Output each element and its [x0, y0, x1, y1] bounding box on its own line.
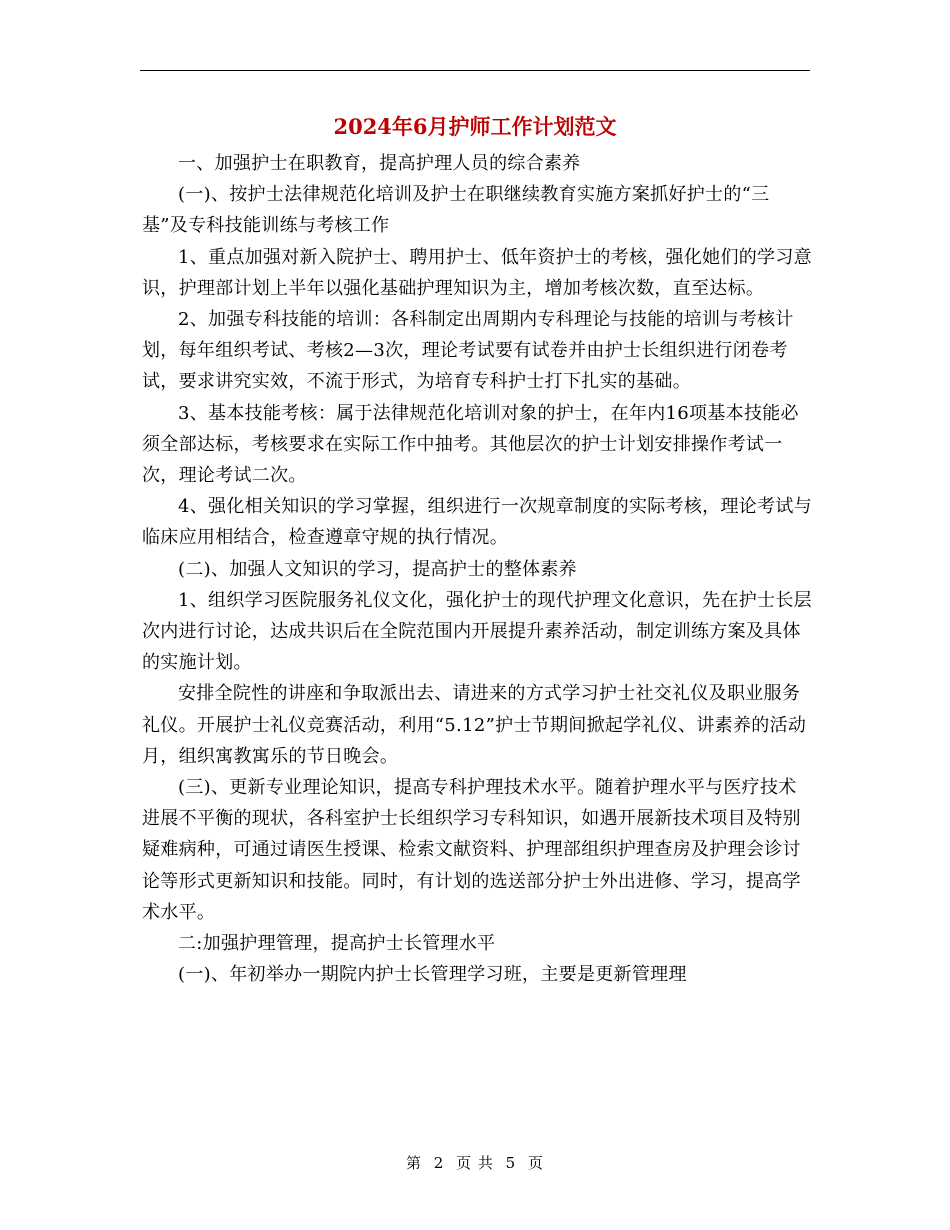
footer-total-pages: 5: [505, 1154, 517, 1172]
footer-suffix: 页: [528, 1154, 545, 1172]
paragraph-subsection-2-item-1: 1、组织学习医院服务礼仪文化，强化护士的现代护理文化意识，先在护士长层次内进行讨论，达成共识后在全院范围内开展提升素养活动，制定训练方案及具体的实施计划。: [142, 589, 812, 674]
paragraph-item-4: 4、强化相关知识的学习掌握，组织进行一次规章制度的实际考核，理论考试与临床应用相结合，检查遵章守规的执行情况。: [142, 496, 812, 549]
footer-prefix: 第: [405, 1154, 422, 1172]
paragraph-etiquette: 安排全院性的讲座和争取派出去、请进来的方式学习护士社交礼仪及职业服务礼仪。开展护士礼仪竞赛活动，利用“5.12”护士节期间掀起学礼仪、讲素养的活动月，组织寓教寓乐的节日晚会。: [142, 683, 807, 767]
footer-middle: 页 共: [456, 1154, 494, 1172]
header-rule: [140, 70, 810, 71]
paragraph-section-2-item-1: (一)、年初举办一期院内护士长管理学习班，主要是更新管理理: [178, 964, 687, 986]
paragraph-item-3: 3、基本技能考核：属于法律规范化培训对象的护士，在年内16项基本技能必须全部达标，考核要求在实际工作中抽考。其他层次的护士计划安排操作考试一次，理论考试二次。: [142, 402, 799, 487]
footer-current-page: 2: [433, 1154, 445, 1172]
paragraph-item-1: 1、重点加强对新入院护士、聘用护士、低年资护士的考核，强化她们的学习意识，护理部计划上半年以强化基础护理知识为主，增加考核次数，直至达标。: [142, 246, 812, 299]
paragraph-section-2-heading: 二:加强护理管理，提高护士长管理水平: [178, 933, 496, 955]
document-body: [142, 148, 814, 990]
paragraph-item-2: 2、加强专科技能的培训：各科制定出周期内专科理论与技能的培训与考核计划，每年组织考试、考核2—3次，理论考试要有试卷并由护士长组织进行闭卷考试，要求讲究实效，不流于形式，为培育专科护士打下扎实的基础。: [142, 309, 794, 393]
document-title: 2024年6月护师工作计划范文: [333, 114, 617, 139]
paragraph-subsection-3: (三)、更新专业理论知识，提高专科护理技术水平。随着护理水平与医疗技术进展不平衡的现状，各科室护士长组织学习专科知识，如遇开展新技术项目及特别疑难病种，可通过请医生授课、检索文献资料、护理部组织护理查房及护理会诊讨论等形式更新知识和技能。同时，有计划的选送部分护士外出进修、学习，提高学术水平。: [142, 777, 801, 923]
paragraph-subsection-1: (一)、按护士法律规范化培训及护士在职继续教育实施方案抓好护士的“三基”及专科技能训练与考核工作: [142, 184, 770, 237]
page-footer: [0, 1152, 950, 1174]
paragraph-section-1-heading: 一、加强护士在职教育，提高护理人员的综合素养: [178, 153, 581, 174]
paragraph-subsection-2: (二)、加强人文知识的学习，提高护士的整体素养: [178, 558, 577, 580]
